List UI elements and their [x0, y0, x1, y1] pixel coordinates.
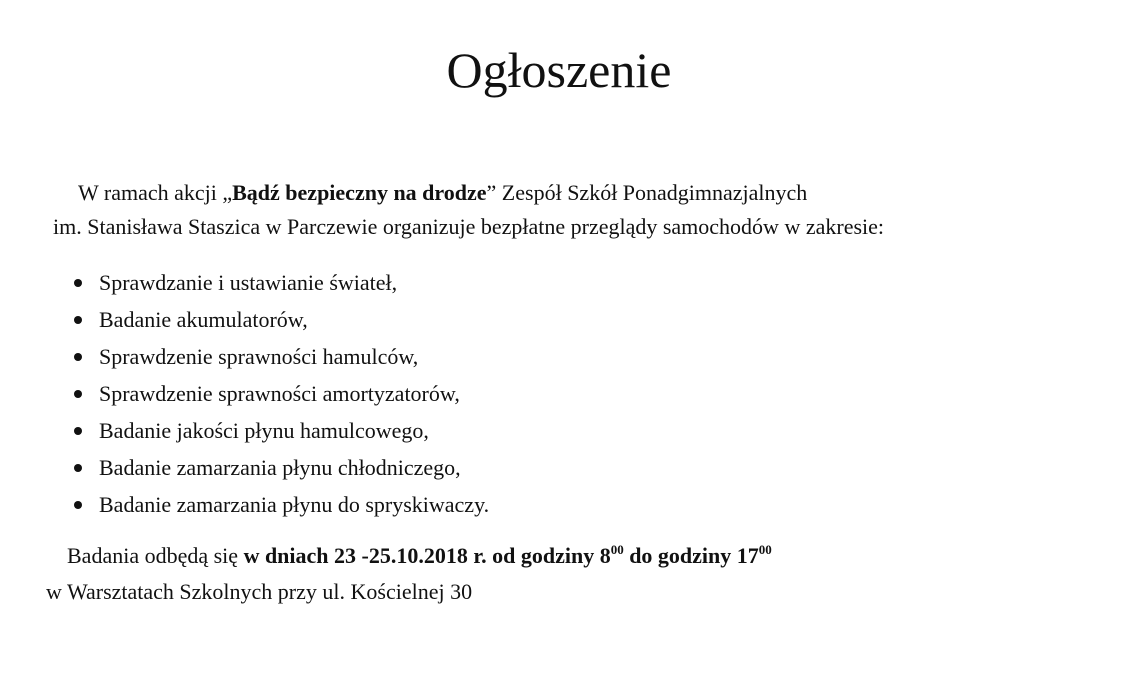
bullet-icon [74, 353, 82, 361]
dates-bold [244, 543, 772, 568]
bullet-icon [74, 316, 82, 324]
list-item-text: Badanie zamarzania płynu do spryskiwaczy. [99, 492, 490, 517]
list-item-text: Badanie akumulatorów, [99, 307, 308, 332]
list-item-text: Sprawdzenie sprawności hamulców, [99, 344, 419, 369]
list-item [0, 449, 489, 486]
intro-suffix: ” Zespół Szkół Ponadgimnazjalnych [486, 180, 808, 205]
dates-line-2: w Warsztatach Szkolnych przy ul. Kościelnej 30 [46, 579, 473, 604]
list-item [0, 264, 489, 301]
dates-prefix: Badania odbędą się [67, 543, 244, 568]
bullet-icon [74, 279, 82, 287]
end-minutes: 00 [758, 542, 772, 557]
dates-line-1 [67, 538, 772, 574]
campaign-name: Bądź bezpieczny na drodze [232, 180, 487, 205]
list-item-text: Badanie jakości płynu hamulcowego, [99, 418, 429, 443]
list-item [0, 338, 489, 375]
bullet-icon [74, 427, 82, 435]
bullet-icon [74, 464, 82, 472]
list-item-text: Sprawdzenie sprawności amortyzatorów, [99, 381, 460, 406]
list-item-text: Sprawdzanie i ustawianie świateł, [99, 270, 398, 295]
dates-mid: do godziny 17 [623, 543, 759, 568]
list-item [0, 412, 489, 449]
list-item [0, 486, 489, 523]
bullet-icon [74, 501, 82, 509]
list-item [0, 301, 489, 338]
bullet-icon [74, 390, 82, 398]
list-item [0, 375, 489, 412]
intro-line-1 [78, 176, 807, 210]
intro-line-2: im. Stanisława Staszica w Parczewie organizuje bezpłatne przeglądy samochodów w zakresie: [53, 214, 885, 239]
list-item-text: Badanie zamarzania płynu chłodniczego, [99, 455, 461, 480]
intro-prefix: W ramach akcji „ [78, 180, 233, 205]
announcement-title: Ogłoszenie [446, 42, 672, 98]
dates-range: w dniach 23 -25.10.2018 r. od godziny 8 [243, 543, 611, 568]
service-list [0, 264, 489, 523]
start-minutes: 00 [610, 542, 624, 557]
